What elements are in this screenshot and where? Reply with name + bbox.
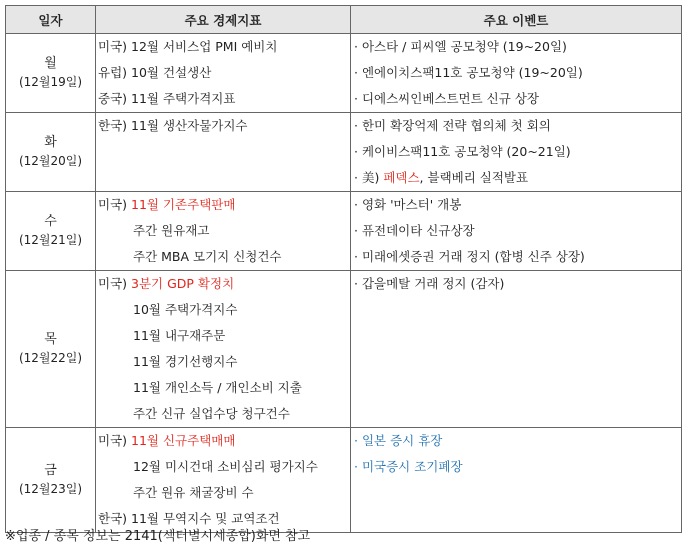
row-wednesday [6,192,682,271]
indicator-item: 10월 주택가격지수 [133,302,238,317]
footnote: ※업종 / 종목 정보는 2141(섹터별시세종합)화면 참고 [5,529,311,544]
indicator-item: 미국) 11월 신규주택매매 [98,433,236,448]
event-item: · 미래에셋증권 거래 정지 (합병 신주 상장) [354,249,585,264]
event-item: · 美) 페덱스, 블랙베리 실적발표 [354,170,529,185]
events-cell [351,192,682,271]
event-item: · 케이비스팩11호 공모청약 (20~21일) [354,144,571,159]
indicator-item: 12월 미시건대 소비심리 평가지수 [133,459,318,474]
indicator-item: 주간 신규 실업수당 청구건수 [133,406,290,421]
date-label: (12월19일) [18,75,83,89]
row-friday [6,428,682,533]
day-label: 수 [44,214,57,229]
indicator-item: 11월 개인소득 / 개인소비 지출 [133,380,302,395]
day-label: 월 [44,56,57,71]
row-tuesday [6,113,682,192]
indicators-cell [96,113,351,192]
indicator-item: 유럽) 10월 건설생산 [98,65,212,80]
indicator-item: 주간 원유재고 [133,223,210,238]
indicators-cell [96,271,351,428]
row-monday [6,34,682,113]
indicators-cell [96,428,351,533]
event-item: · 영화 '마스터' 개봉 [354,197,462,212]
event-item: · 한미 확장억제 전략 협의체 첫 회의 [354,118,551,133]
event-item: · 퓨전데이타 신규상장 [354,223,475,238]
events-cell [351,113,682,192]
event-item: · 엔에이치스팩11호 공모청약 (19~20일) [354,65,583,80]
day-label: 화 [44,135,57,150]
date-label: (12월21일) [18,233,83,247]
indicator-item: 중국) 11월 주택가격지표 [98,91,236,106]
header-events: 주요 이벤트 [351,6,682,34]
header-row [6,6,682,34]
indicators-cell [96,192,351,271]
indicator-item: 미국) 12월 서비스업 PMI 예비치 [98,39,278,54]
indicator-item: 주간 MBA 모기지 신청건수 [133,249,282,264]
indicators-cell [96,34,351,113]
indicator-item: 미국) 11월 기존주택판매 [98,197,236,212]
date-label: (12월22일) [18,351,83,365]
day-label: 목 [44,332,57,347]
events-cell [351,34,682,113]
events-cell [351,428,682,533]
header-indicators: 주요 경제지표 [96,6,351,34]
indicator-item: 한국) 11월 무역지수 및 교역조건 [98,511,280,526]
indicator-item: 주간 원유 채굴장비 수 [133,485,254,500]
date-cell [6,34,96,113]
date-cell [6,192,96,271]
indicator-item: 미국) 3분기 GDP 확정치 [98,276,235,291]
indicator-item: 11월 내구재주문 [133,328,226,343]
date-cell [6,113,96,192]
events-cell [351,271,682,428]
indicator-item: 11월 경기선행지수 [133,354,238,369]
event-item: · 미국증시 조기폐장 [354,459,463,474]
header-date: 일자 [6,6,96,34]
event-item: · 디에스씨인베스트먼트 신규 상장 [354,91,539,106]
date-cell [6,271,96,428]
indicator-item: 한국) 11월 생산자물가지수 [98,118,248,133]
date-label: (12월23일) [18,482,83,496]
day-label: 금 [44,463,57,478]
event-item: · 갑을메탈 거래 정지 (감자) [354,276,505,291]
date-label: (12월20일) [18,154,83,168]
event-item: · 일본 증시 휴장 [354,433,443,448]
event-highlight: 페덱스 [383,170,420,185]
event-item: · 아스타 / 피씨엘 공모청약 (19~20일) [354,39,567,54]
row-thursday [6,271,682,428]
weekly-schedule-table [5,5,682,533]
date-cell [6,428,96,533]
